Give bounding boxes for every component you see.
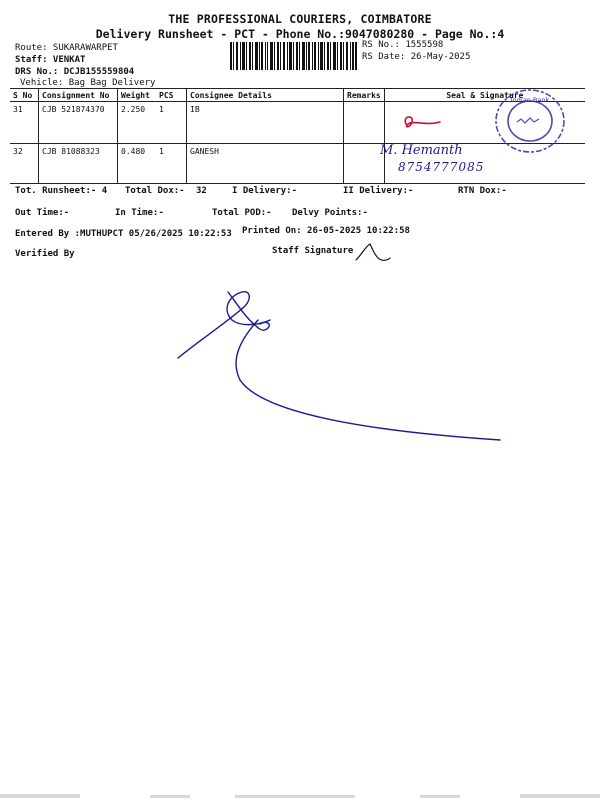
printed-on: Printed On: 26-05-2025 10:22:58 [242,226,410,236]
drs-number: DRS No.: DCJB155559804 [15,67,135,77]
route-label: Route: SUKARAWARPET [15,43,118,53]
i-delivery: I Delivery:- [232,186,298,196]
col-consignment: Consignment No [39,89,118,102]
runsheet-subtitle: Delivery Runsheet - PCT - Phone No.:9047080280 - Page No.:4 [95,27,505,41]
row-sno: 32 [10,144,39,184]
handwritten-receiver-phone: 8754777085 [398,160,485,174]
row-consignment: CJB 521874370 [39,102,118,144]
row-consignee: IB [187,102,344,144]
scan-edge-artifact [0,790,600,800]
in-time: In Time:- [115,208,164,218]
handwritten-receiver-name: M. Hemanth [380,143,463,158]
row-remarks [344,102,385,144]
rs-date: RS Date: 26-May-2025 [362,52,471,62]
company-title: THE PROFESSIONAL COURIERS, COIMBATORE [168,12,432,26]
row-sno: 31 [10,102,39,144]
row-pcs: 1 [156,144,187,184]
staff-signature-mark [352,238,392,266]
row-remarks [344,144,385,184]
staff-label: Staff: VENKAT [15,55,86,65]
out-time: Out Time:- [15,208,70,218]
staff-signature-label: Staff Signature [272,246,354,256]
delvy-points: Delvy Points:- [292,208,368,218]
total-dox-value: 32 [196,186,207,196]
col-seal-signature: Seal & Signature [384,89,585,102]
col-pcs: PCS [156,89,187,102]
row-consignment: CJB 81088323 [39,144,118,184]
stamp-text: Indian Bank [510,96,550,104]
verified-by: Verified By [15,249,75,259]
tot-runsheet: Tot. Runsheet:- 4 [15,186,108,196]
entered-by: Entered By :MUTHUPCT 05/26/2025 10:22:53 [15,229,232,239]
table-header-row [10,89,585,102]
table-row [10,144,585,184]
rtn-dox: RTN Dox:- [458,186,507,196]
row-weight: 2.250 [118,102,157,144]
total-pod: Total POD:- [212,208,272,218]
vehicle-label: Vehicle: Bag Bag Delivery [20,78,156,88]
verifier-signature [170,280,510,450]
row-pcs: 1 [156,102,187,144]
total-dox-label: Total Dox:- [125,186,185,196]
col-sno: S No [10,89,39,102]
row-seal-signature [384,102,585,144]
col-consignee: Consignee Details [187,89,344,102]
barcode [230,42,357,70]
row-consignee: GANESH [187,144,344,184]
row-weight: 0.480 [118,144,157,184]
ii-delivery: II Delivery:- [343,186,414,196]
runsheet-table [10,88,585,184]
col-weight: Weight [118,89,157,102]
col-remarks: Remarks [344,89,385,102]
table-row [10,102,585,144]
rs-number: RS No.: 1555598 [362,40,444,50]
